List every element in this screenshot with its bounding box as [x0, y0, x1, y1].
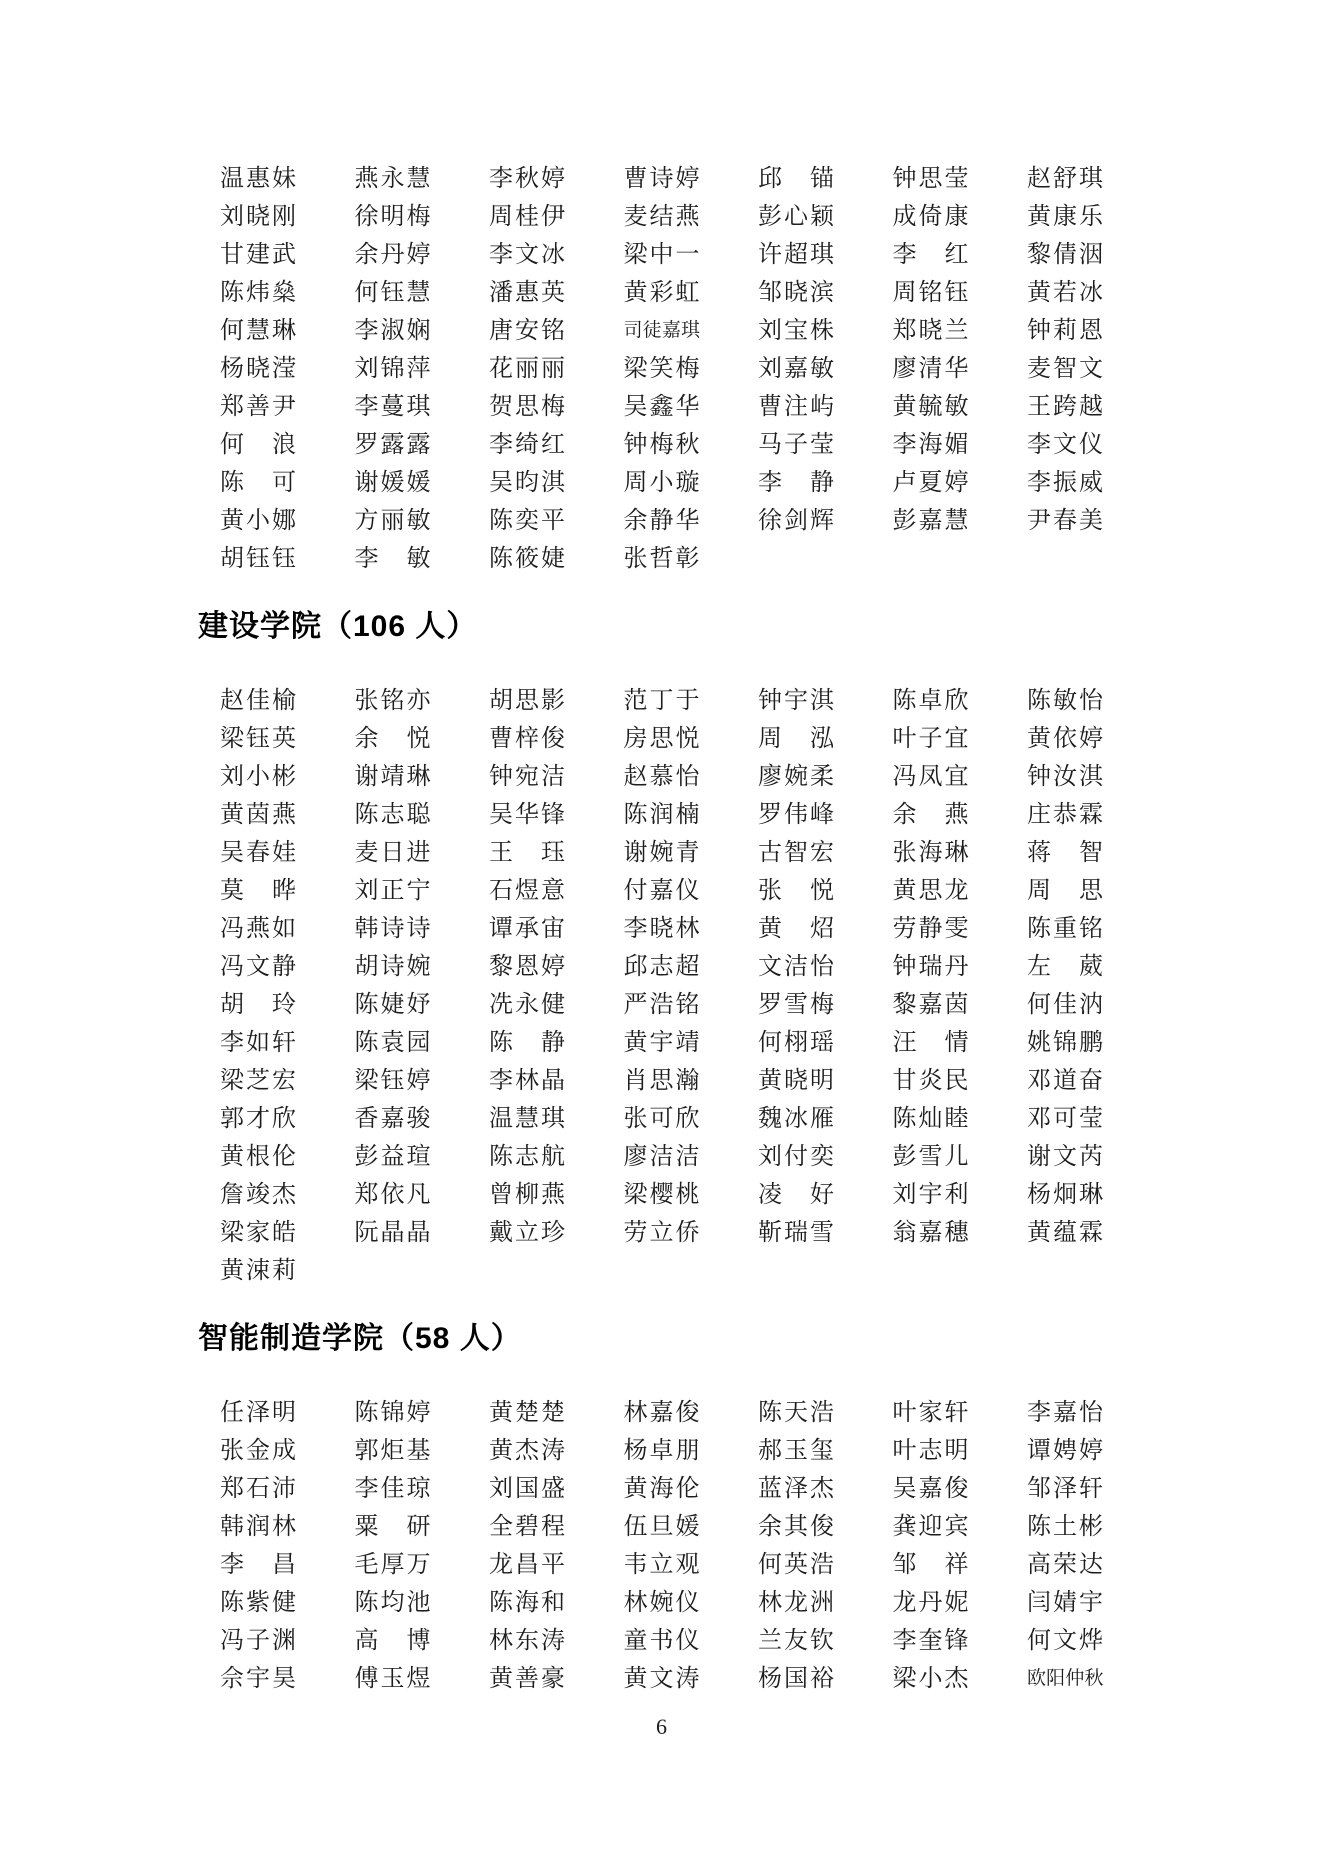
student-name: 罗伟峰	[758, 802, 834, 828]
name-section	[198, 1318, 1104, 1698]
student-name: 叶志明	[892, 1438, 969, 1464]
student-name: 余燕	[892, 802, 969, 828]
student-name: 范丁于	[623, 688, 700, 714]
student-name: 莫晔	[220, 878, 296, 904]
student-name: 钟瑞丹	[892, 954, 969, 980]
student-name: 戴立珍	[489, 1220, 565, 1246]
student-name: 张哲彰	[623, 546, 700, 572]
student-name: 廖清华	[892, 356, 969, 382]
student-name: 潘惠英	[489, 280, 565, 306]
student-name: 肖思瀚	[623, 1068, 700, 1094]
student-name: 麦结燕	[623, 204, 700, 230]
student-name: 付嘉仪	[623, 878, 700, 904]
student-name: 蒋智	[1027, 840, 1103, 866]
student-name: 徐剑辉	[758, 508, 834, 534]
student-name: 徐明梅	[354, 204, 431, 230]
student-name: 刘小彬	[220, 764, 296, 790]
student-name: 陈可	[220, 470, 296, 496]
student-name: 赵慕怡	[623, 764, 700, 790]
student-name: 韩润林	[220, 1514, 296, 1540]
student-name: 房思悦	[623, 726, 700, 752]
student-name: 彭益瑄	[354, 1144, 431, 1170]
student-name: 温慧琪	[489, 1106, 565, 1132]
student-name: 郑依凡	[354, 1182, 431, 1208]
page-body	[198, 160, 1104, 1742]
student-name: 何慧琳	[220, 318, 296, 344]
student-name: 傅玉煜	[354, 1666, 431, 1692]
student-name: 汪情	[892, 1030, 969, 1056]
student-name: 韩诗诗	[354, 916, 431, 942]
student-name: 钟莉恩	[1027, 318, 1103, 344]
student-name: 何钰慧	[354, 280, 431, 306]
student-name: 欧阳仲秋	[1027, 1668, 1103, 1689]
student-name: 彭嘉慧	[892, 508, 969, 534]
student-name: 梁钰婷	[354, 1068, 431, 1094]
student-name: 詹竣杰	[220, 1182, 296, 1208]
student-name: 燕永慧	[354, 166, 431, 192]
student-name: 彭雪儿	[892, 1144, 969, 1170]
student-name: 黄楚楚	[489, 1400, 565, 1426]
student-name: 龙昌平	[489, 1552, 565, 1578]
student-name: 余悦	[354, 726, 431, 752]
student-name: 邹泽轩	[1027, 1476, 1103, 1502]
student-name: 黄海伦	[623, 1476, 700, 1502]
student-name: 张悦	[758, 878, 834, 904]
student-name: 黄毓敏	[892, 394, 969, 420]
student-name: 周思	[1027, 878, 1103, 904]
student-name: 佘宇昊	[220, 1666, 296, 1692]
student-name: 邓可莹	[1027, 1106, 1103, 1132]
student-name: 杨卓朋	[623, 1438, 700, 1464]
student-name: 黄思龙	[892, 878, 969, 904]
student-name: 李红	[892, 242, 969, 268]
student-name: 黎倩洇	[1027, 242, 1103, 268]
student-name: 李静	[758, 470, 834, 496]
student-name: 陈紫健	[220, 1590, 296, 1616]
student-name: 冯燕如	[220, 916, 296, 942]
student-name: 谭娉婷	[1027, 1438, 1103, 1464]
student-name: 谢靖琳	[354, 764, 431, 790]
student-name: 梁小杰	[892, 1666, 969, 1692]
student-name: 王跨越	[1027, 394, 1103, 420]
student-name: 黄杰涛	[489, 1438, 565, 1464]
student-name: 刘国盛	[489, 1476, 565, 1502]
student-name: 李林晶	[489, 1068, 565, 1094]
student-name: 童书仪	[623, 1628, 700, 1654]
student-name: 黄依婷	[1027, 726, 1103, 752]
student-name: 吴华锋	[489, 802, 565, 828]
student-name: 黄炤	[758, 916, 834, 942]
student-name: 黄文涛	[623, 1666, 700, 1692]
student-name: 余丹婷	[354, 242, 431, 268]
student-name: 何佳汭	[1027, 992, 1103, 1018]
student-name: 阮晶晶	[354, 1220, 431, 1246]
student-name: 兰友钦	[758, 1628, 834, 1654]
student-name: 林龙洲	[758, 1590, 834, 1616]
student-name: 杨国裕	[758, 1666, 834, 1692]
student-name: 何英浩	[758, 1552, 834, 1578]
student-name: 吴嘉俊	[892, 1476, 969, 1502]
student-name: 曹诗婷	[623, 166, 700, 192]
student-name: 李奎锋	[892, 1628, 969, 1654]
student-name: 张海琳	[892, 840, 969, 866]
student-name: 邱锚	[758, 166, 834, 192]
student-name: 尹春美	[1027, 508, 1103, 534]
student-name: 闫婧宇	[1027, 1590, 1103, 1616]
student-name: 麦日进	[354, 840, 431, 866]
student-name: 刘宇利	[892, 1182, 969, 1208]
student-name: 张金成	[220, 1438, 296, 1464]
student-name: 叶家轩	[892, 1400, 969, 1426]
student-name: 成倚康	[892, 204, 969, 230]
student-name: 梁笑梅	[623, 356, 700, 382]
student-name: 黄小娜	[220, 508, 296, 534]
student-name: 李蔓琪	[354, 394, 431, 420]
student-name: 黎恩婷	[489, 954, 565, 980]
student-name: 梁钰英	[220, 726, 296, 752]
student-name: 张可欣	[623, 1106, 700, 1132]
student-name: 邓道奋	[1027, 1068, 1103, 1094]
student-name: 龚迎宾	[892, 1514, 969, 1540]
student-name: 林嘉俊	[623, 1400, 700, 1426]
student-name: 香嘉骏	[354, 1106, 431, 1132]
student-name: 李嘉怡	[1027, 1400, 1103, 1426]
student-name: 冼永健	[489, 992, 565, 1018]
student-name: 陈筱婕	[489, 546, 565, 572]
student-name: 蓝泽杰	[758, 1476, 834, 1502]
student-name: 黄彩虹	[623, 280, 700, 306]
student-name: 黄善豪	[489, 1666, 565, 1692]
student-name: 方丽敏	[354, 508, 431, 534]
sections-mount	[198, 160, 1104, 1698]
student-name: 赵佳榆	[220, 688, 296, 714]
student-name: 高荣达	[1027, 1552, 1103, 1578]
student-name: 胡诗婉	[354, 954, 431, 980]
student-name: 任泽明	[220, 1400, 296, 1426]
student-name: 周泓	[758, 726, 834, 752]
student-name: 李晓林	[623, 916, 700, 942]
student-name: 余静华	[623, 508, 700, 534]
student-name: 刘宝株	[758, 318, 834, 344]
student-name: 吴昀淇	[489, 470, 565, 496]
student-name: 许超琪	[758, 242, 834, 268]
student-name: 温惠妹	[220, 166, 296, 192]
student-name: 花丽丽	[489, 356, 565, 382]
student-name: 冯文静	[220, 954, 296, 980]
student-name: 甘炎民	[892, 1068, 969, 1094]
student-name: 邹晓滨	[758, 280, 834, 306]
student-name: 陈志聪	[354, 802, 431, 828]
student-name: 魏冰雁	[758, 1106, 834, 1132]
student-name: 黄蕴霖	[1027, 1220, 1103, 1246]
student-name: 何浪	[220, 432, 296, 458]
student-name: 郑晓兰	[892, 318, 969, 344]
section-heading: 建设学院（106 人）	[198, 610, 478, 643]
student-name: 林东涛	[489, 1628, 565, 1654]
section-heading: 智能制造学院（58 人）	[198, 1322, 522, 1355]
student-name: 周桂伊	[489, 204, 565, 230]
student-name: 陈天浩	[758, 1400, 834, 1426]
student-name: 张铭亦	[354, 688, 431, 714]
student-name: 廖婉柔	[758, 764, 834, 790]
student-name: 文洁怡	[758, 954, 834, 980]
student-name: 黄茵燕	[220, 802, 296, 828]
student-name: 李振威	[1027, 470, 1103, 496]
student-name: 严浩铭	[623, 992, 700, 1018]
student-name: 陈均池	[354, 1590, 431, 1616]
student-name: 姚锦鹏	[1027, 1030, 1103, 1056]
student-name: 冯凤宜	[892, 764, 969, 790]
student-name: 毛厚万	[354, 1552, 431, 1578]
student-name: 钟汝淇	[1027, 764, 1103, 790]
student-name: 钟思莹	[892, 166, 969, 192]
student-name: 靳瑞雪	[758, 1220, 834, 1246]
student-name: 廖洁洁	[623, 1144, 700, 1170]
student-name: 冯子渊	[220, 1628, 296, 1654]
student-name: 麦智文	[1027, 356, 1103, 382]
student-name: 凌好	[758, 1182, 834, 1208]
student-name: 陈静	[489, 1030, 565, 1056]
student-name: 谢文芮	[1027, 1144, 1103, 1170]
student-name: 陈海和	[489, 1590, 565, 1616]
student-name: 何文烨	[1027, 1628, 1103, 1654]
student-name: 刘晓刚	[220, 204, 296, 230]
student-name: 梁家皓	[220, 1220, 296, 1246]
student-name: 赵舒琪	[1027, 166, 1103, 192]
student-name: 粟研	[354, 1514, 431, 1540]
student-name: 李海媚	[892, 432, 969, 458]
student-name: 钟宇淇	[758, 688, 834, 714]
student-name: 甘建武	[220, 242, 296, 268]
student-name: 何栩瑶	[758, 1030, 834, 1056]
student-name: 胡钰钰	[220, 546, 296, 572]
student-name: 陈重铭	[1027, 916, 1103, 942]
student-name: 陈灿睦	[892, 1106, 969, 1132]
student-name: 余其俊	[758, 1514, 834, 1540]
student-name: 刘付奕	[758, 1144, 834, 1170]
student-name: 王珏	[489, 840, 565, 866]
student-name: 陈炜燊	[220, 280, 296, 306]
name-section	[198, 606, 1104, 1290]
student-name: 劳静雯	[892, 916, 969, 942]
student-name: 陈志航	[489, 1144, 565, 1170]
student-name: 李文冰	[489, 242, 565, 268]
student-name: 刘嘉敏	[758, 356, 834, 382]
student-name: 曹梓俊	[489, 726, 565, 752]
student-name: 刘正宁	[354, 878, 431, 904]
student-name: 龙丹妮	[892, 1590, 969, 1616]
student-name: 李淑娴	[354, 318, 431, 344]
student-name: 古智宏	[758, 840, 834, 866]
student-name: 黄涑莉	[220, 1258, 296, 1284]
student-name: 全碧程	[489, 1514, 565, 1540]
student-name: 林婉仪	[623, 1590, 700, 1616]
student-name: 马子莹	[758, 432, 834, 458]
student-name: 胡玲	[220, 992, 296, 1018]
student-name: 卢夏婷	[892, 470, 969, 496]
student-name: 韦立观	[623, 1552, 700, 1578]
student-name: 庄恭霖	[1027, 802, 1103, 828]
student-name: 陈敏怡	[1027, 688, 1103, 714]
student-name: 周小璇	[623, 470, 700, 496]
student-name: 陈润楠	[623, 802, 700, 828]
student-name: 梁中一	[623, 242, 700, 268]
student-name: 黄晓明	[758, 1068, 834, 1094]
student-name: 郭炬基	[354, 1438, 431, 1464]
student-name: 李绮红	[489, 432, 565, 458]
student-name: 李秋婷	[489, 166, 565, 192]
student-name: 刘锦萍	[354, 356, 431, 382]
student-name: 李如轩	[220, 1030, 296, 1056]
student-name: 杨晓滢	[220, 356, 296, 382]
student-name: 陈锦婷	[354, 1400, 431, 1426]
student-name: 郑善尹	[220, 394, 296, 420]
student-name: 司徒嘉琪	[623, 320, 700, 341]
name-grid	[220, 1394, 1103, 1698]
student-name: 谭承宙	[489, 916, 565, 942]
student-name: 吴鑫华	[623, 394, 700, 420]
student-name: 黎嘉茵	[892, 992, 969, 1018]
student-name: 梁樱桃	[623, 1182, 700, 1208]
student-name: 伍旦媛	[623, 1514, 700, 1540]
student-name: 石煜意	[489, 878, 565, 904]
student-name: 罗露露	[354, 432, 431, 458]
student-name: 郑石沛	[220, 1476, 296, 1502]
student-name: 胡思影	[489, 688, 565, 714]
student-name: 周铭钰	[892, 280, 969, 306]
student-name: 黄康乐	[1027, 204, 1103, 230]
student-name: 李敏	[354, 546, 431, 572]
student-name: 劳立侨	[623, 1220, 700, 1246]
student-name: 郭才欣	[220, 1106, 296, 1132]
student-name: 陈奕平	[489, 508, 565, 534]
student-name: 曹注屿	[758, 394, 834, 420]
student-name: 李昌	[220, 1552, 296, 1578]
student-name: 杨炯琳	[1027, 1182, 1103, 1208]
name-grid	[220, 160, 1103, 578]
student-name: 陈婕妤	[354, 992, 431, 1018]
student-name: 吴春娃	[220, 840, 296, 866]
student-name: 唐安铭	[489, 318, 565, 344]
student-name: 黄宇靖	[623, 1030, 700, 1056]
student-name: 陈土彬	[1027, 1514, 1103, 1540]
student-name: 陈卓欣	[892, 688, 969, 714]
student-name: 邹祥	[892, 1552, 969, 1578]
student-name: 谢媛媛	[354, 470, 431, 496]
student-name: 梁芝宏	[220, 1068, 296, 1094]
student-name: 钟宛洁	[489, 764, 565, 790]
student-name: 黄若冰	[1027, 280, 1103, 306]
student-name: 邱志超	[623, 954, 700, 980]
student-name: 彭心颖	[758, 204, 834, 230]
student-name: 左葳	[1027, 954, 1103, 980]
student-name: 李文仪	[1027, 432, 1103, 458]
student-name: 郝玉玺	[758, 1438, 834, 1464]
student-name: 罗雪梅	[758, 992, 834, 1018]
student-name: 黄根伦	[220, 1144, 296, 1170]
name-grid	[220, 682, 1103, 1290]
student-name: 曾柳燕	[489, 1182, 565, 1208]
student-name: 叶子宜	[892, 726, 969, 752]
student-name: 高博	[354, 1628, 431, 1654]
student-name: 钟梅秋	[623, 432, 700, 458]
student-name: 谢婉青	[623, 840, 700, 866]
name-section	[198, 160, 1104, 578]
student-name: 陈袁园	[354, 1030, 431, 1056]
student-name: 贺思梅	[489, 394, 565, 420]
student-name: 翁嘉穗	[892, 1220, 969, 1246]
page-number: 6	[656, 1714, 667, 1739]
student-name: 李佳琼	[354, 1476, 431, 1502]
